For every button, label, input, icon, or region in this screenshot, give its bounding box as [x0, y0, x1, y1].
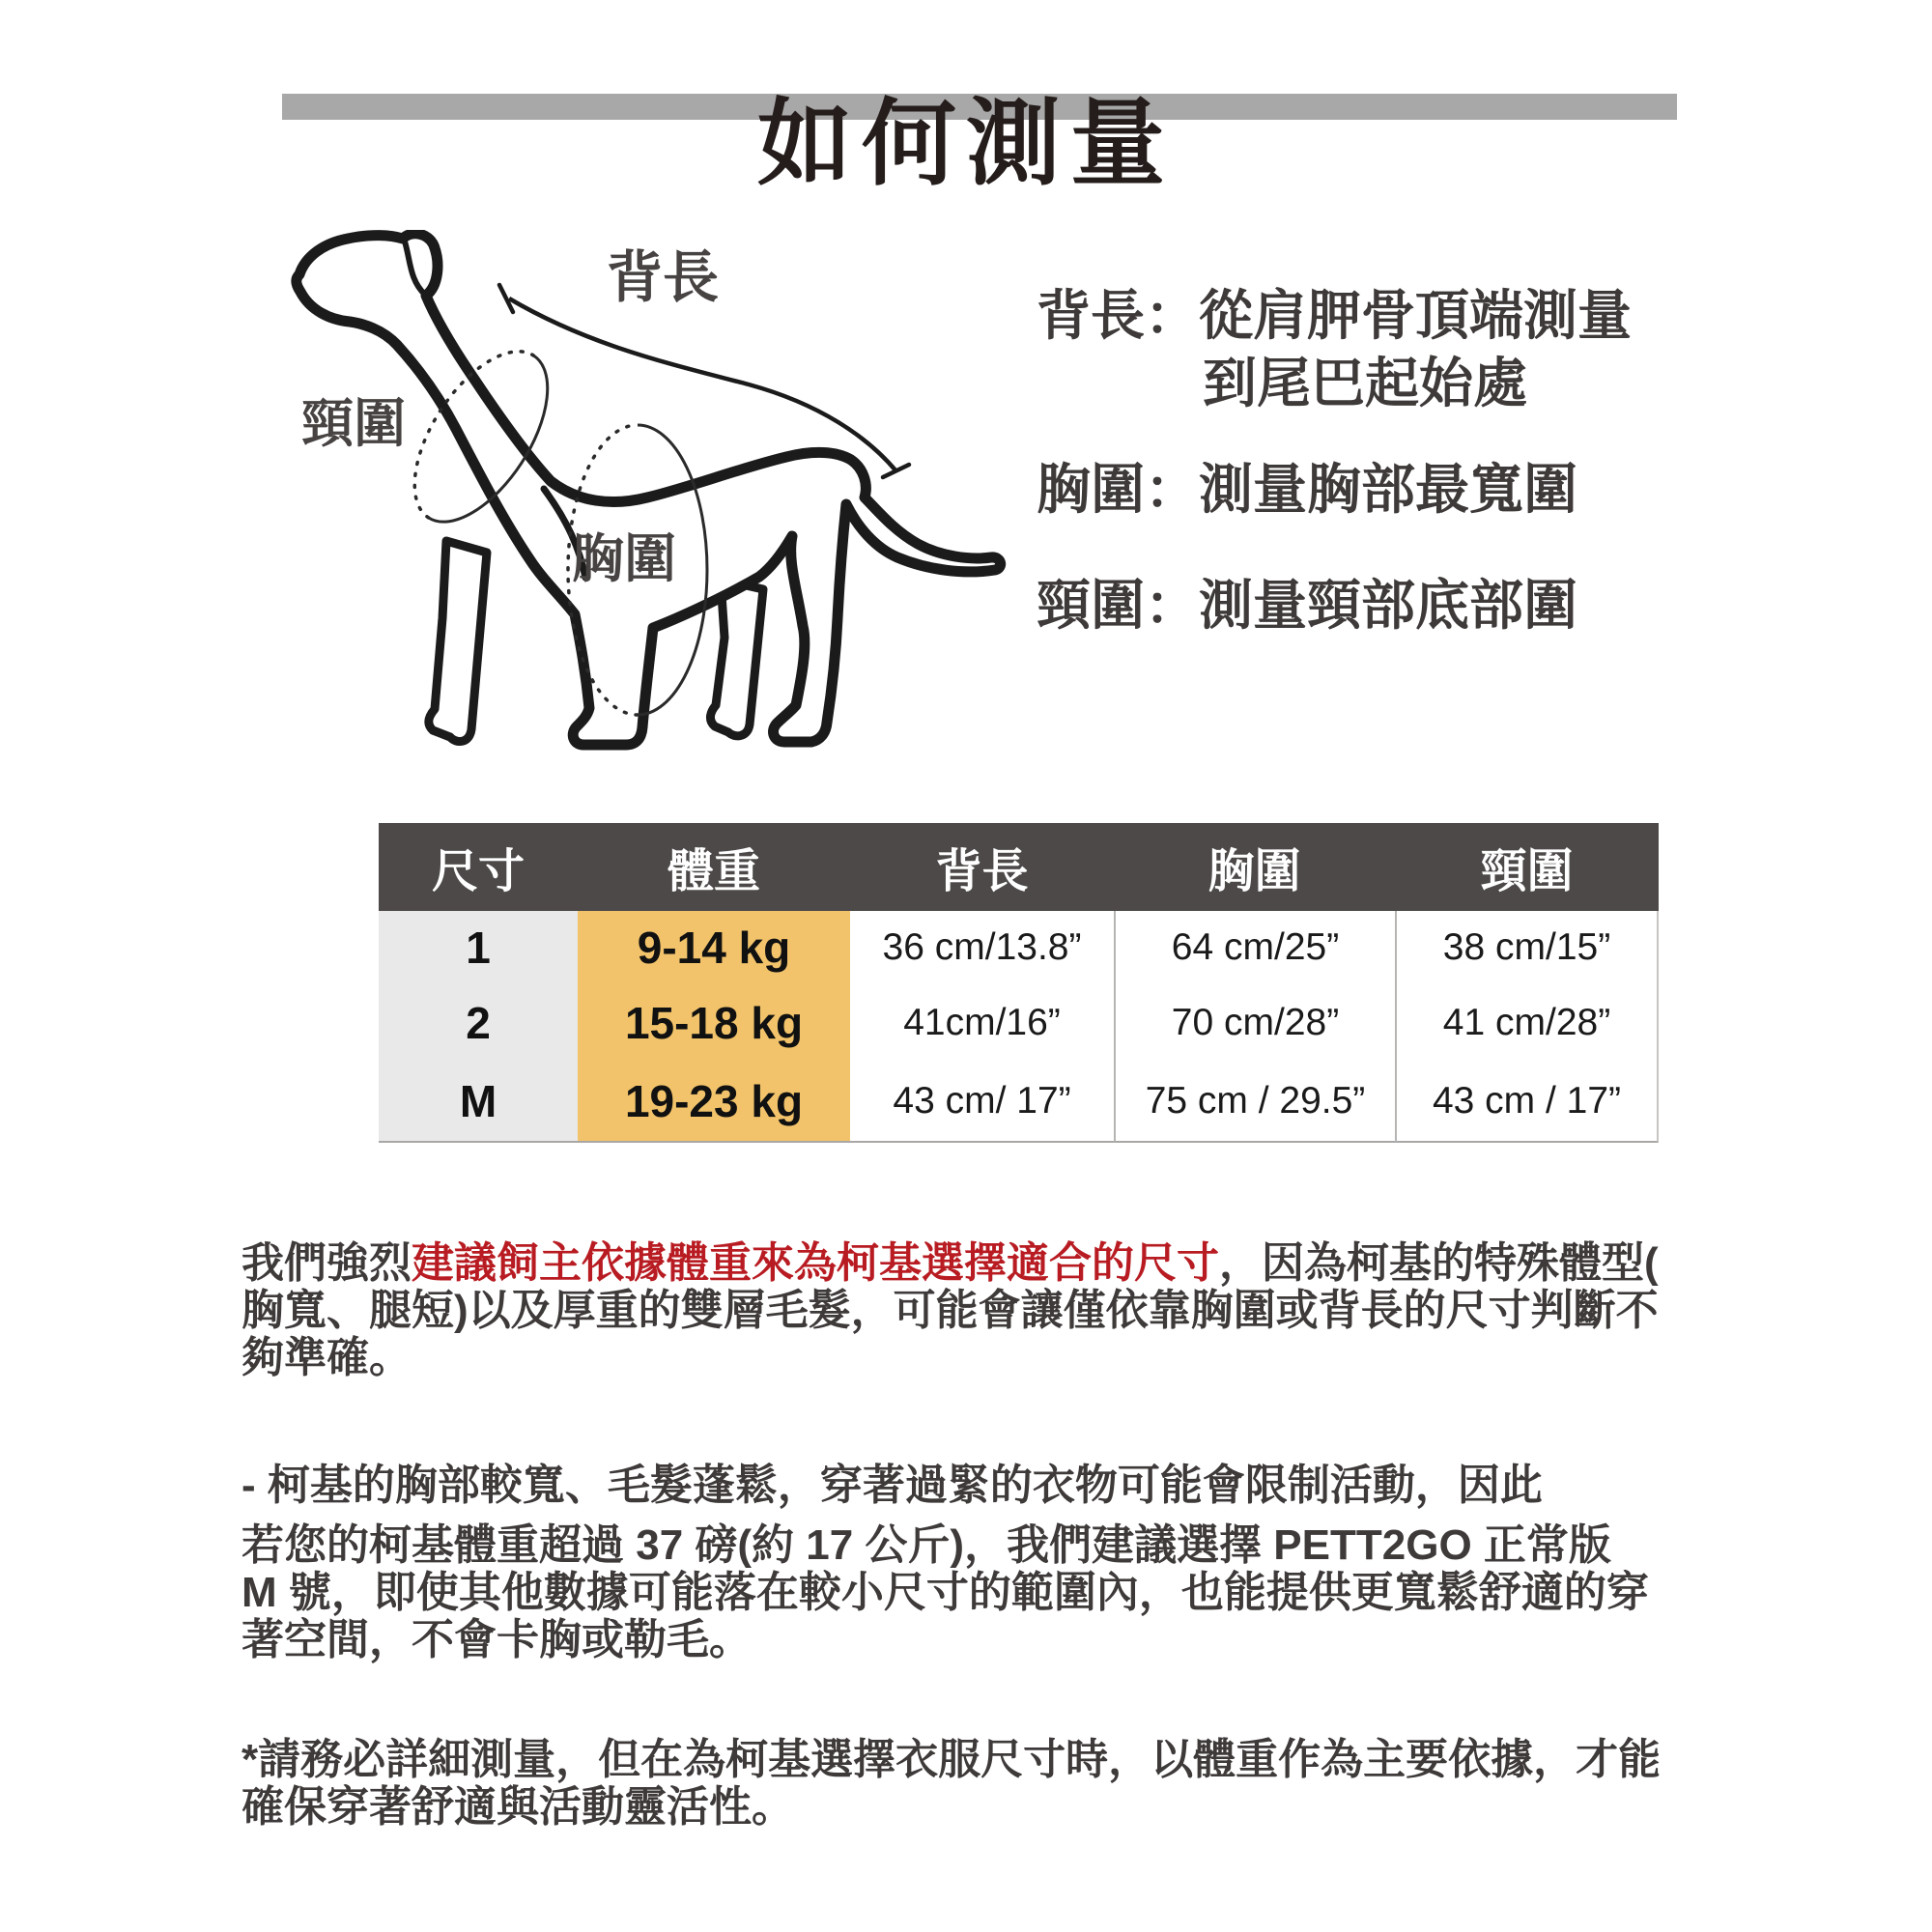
table-row-cell-size: 2: [379, 984, 578, 1061]
table-row-cell-back: 41cm/16”: [850, 984, 1114, 1061]
table-row-cell-back: 43 cm/ 17”: [850, 1061, 1114, 1143]
table-row-cell-size: M: [379, 1061, 578, 1143]
header-chest: 胸圍: [1114, 823, 1395, 911]
p3-line3: 著空間，不會卡胸或勒毛。: [242, 1616, 752, 1663]
diagram-label-back-length: 背長: [607, 246, 720, 309]
p4-line1: *請務必詳細測量，但在為柯基選擇衣服尺寸時，以體重作為主要依據，才能: [242, 1736, 1662, 1783]
paragraph-corgi-note: - 柯基的胸部較寬、毛髮蓬鬆，穿著過緊的衣物可能會限制活動，因此: [242, 1462, 1543, 1509]
table-row-cell-neck: 38 cm/15”: [1395, 911, 1659, 984]
header-neck: 頸圍: [1395, 823, 1659, 911]
definition-back-line1: 背長：從肩胛骨頂端測量: [1037, 285, 1632, 346]
p1-line2: 胸寬、腿短)以及厚重的雙層毛髮，可能會讓僅依靠胸圍或背長的尺寸判斷不: [242, 1287, 1659, 1334]
p1-prefix: 我們強烈: [242, 1239, 412, 1287]
table-row-cell-weight: 19-23 kg: [578, 1061, 850, 1143]
table-row-cell-neck: 43 cm / 17”: [1395, 1061, 1659, 1143]
diagram-label-neck-girth: 頸圍: [301, 395, 406, 453]
table-row-cell-chest: 64 cm/25”: [1114, 911, 1395, 984]
definition-chest-girth: [1037, 456, 1577, 524]
paragraph-weight-advice: [242, 1521, 1797, 1663]
header-weight: 體重: [578, 823, 850, 911]
p1-red-highlight: 建議飼主依據體重來為柯基選擇適合的尺寸: [412, 1239, 1219, 1287]
p3-line2: M 號，即使其他數據可能落在較小尺寸的範圍內，也能提供更寬鬆舒適的穿: [242, 1569, 1649, 1616]
table-row-cell-weight: 9-14 kg: [578, 911, 850, 984]
table-row-cell-chest: 70 cm/28”: [1114, 984, 1395, 1061]
back-length-arrow: [499, 285, 909, 477]
table-row-cell-neck: 41 cm/28”: [1395, 984, 1659, 1061]
definition-back-line2: 到尾巴起始處: [1203, 353, 1527, 413]
diagram-label-chest-girth: 胸圍: [572, 530, 676, 588]
table-row-cell-weight: 15-18 kg: [578, 984, 850, 1061]
paragraph-size-recommendation: [242, 1239, 1797, 1381]
size-table: [379, 823, 1659, 1143]
p3-line1: 若您的柯基體重超過 37 磅(約 17 公斤)，我們建議選擇 PETT2GO 正常版: [242, 1521, 1611, 1569]
dog-far-front-leg: [429, 541, 487, 742]
table-row-cell-chest: 75 cm / 29.5”: [1114, 1061, 1395, 1143]
p1-line3: 夠準確。: [242, 1334, 412, 1381]
definition-back-length: [1037, 282, 1632, 417]
definition-neck-girth: [1037, 572, 1577, 639]
p1-rest: ，因為柯基的特殊體型(: [1219, 1239, 1659, 1287]
p4-line2: 確保穿著舒適與活動靈活性。: [242, 1783, 794, 1831]
header-back: 背長: [850, 823, 1114, 911]
table-row-cell-back: 36 cm/13.8”: [850, 911, 1114, 984]
definition-chest-line1: 胸圍：測量胸部最寬圍: [1037, 459, 1577, 520]
paragraph-footnote: [242, 1736, 1797, 1831]
page-title: 如何測量: [756, 89, 1175, 196]
header-size: 尺寸: [379, 823, 578, 911]
table-row-cell-size: 1: [379, 911, 578, 984]
definition-neck-line1: 頸圍：測量頸部底部圍: [1037, 575, 1577, 636]
